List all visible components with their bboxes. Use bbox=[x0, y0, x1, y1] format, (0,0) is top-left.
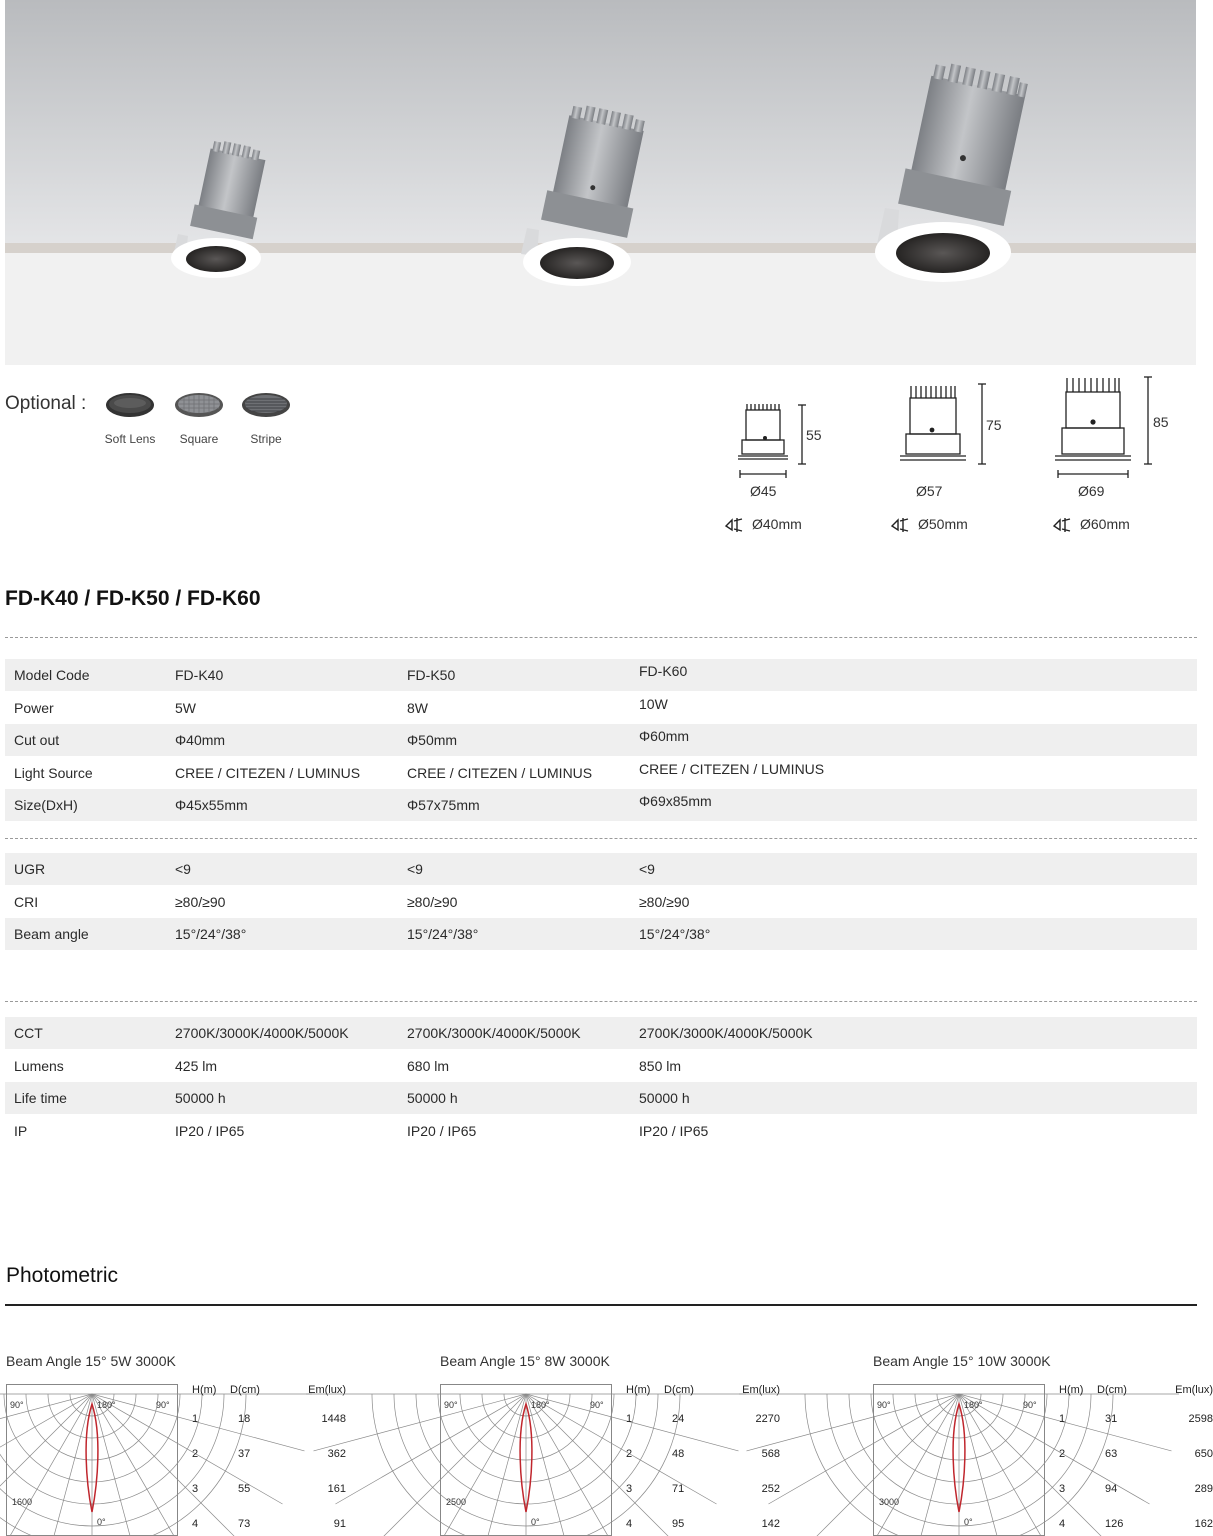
spec-row-model-code bbox=[5, 659, 1197, 691]
polar-diagram bbox=[873, 1384, 1045, 1536]
soft-lens-icon bbox=[105, 392, 155, 418]
polar-spoke bbox=[959, 1394, 1069, 1536]
lens-label-square: Square bbox=[179, 432, 219, 446]
cell-d: 37 bbox=[238, 1448, 251, 1460]
polar-spoke bbox=[370, 1394, 526, 1536]
spec-row-cct bbox=[5, 1017, 1197, 1049]
polar-label-bottom: 0° bbox=[531, 1517, 540, 1527]
spec-value-k50: ≥80/≥90 bbox=[407, 894, 458, 910]
cell-h: 2 bbox=[1059, 1448, 1066, 1460]
lens-label-soft: Soft Lens bbox=[104, 432, 156, 446]
photometric-row bbox=[192, 1518, 346, 1532]
cutout-icon bbox=[1052, 517, 1074, 533]
polar-spoke bbox=[92, 1394, 149, 1536]
cell-em: 2270 bbox=[755, 1413, 780, 1425]
cell-d: 48 bbox=[672, 1448, 685, 1460]
spec-value-k40: Φ40mm bbox=[175, 732, 226, 748]
polar-scale-label: 2500 bbox=[446, 1497, 467, 1507]
cell-d: 73 bbox=[238, 1518, 251, 1530]
polar-spoke bbox=[526, 1394, 583, 1536]
spec-value-k50: <9 bbox=[407, 861, 423, 877]
cutout-medium bbox=[890, 516, 968, 533]
header-em: Em(lux) bbox=[308, 1384, 346, 1396]
spec-value-k50: FD-K50 bbox=[407, 667, 456, 683]
photometric-row bbox=[1059, 1483, 1213, 1497]
photometric-row bbox=[1059, 1413, 1213, 1427]
dimension-drawings bbox=[700, 370, 1190, 540]
spec-row-power bbox=[5, 692, 1197, 724]
cell-d: 55 bbox=[238, 1483, 251, 1495]
spec-value-k50: IP20 / IP65 bbox=[407, 1123, 477, 1139]
polar-spoke bbox=[469, 1394, 526, 1536]
spec-row-lumens bbox=[5, 1050, 1197, 1082]
header-h: H(m) bbox=[192, 1384, 217, 1396]
polar-label-bottom: 0° bbox=[964, 1517, 973, 1527]
polar-spoke bbox=[768, 1394, 959, 1504]
polar-spoke bbox=[526, 1394, 636, 1536]
polar-spoke bbox=[416, 1394, 526, 1536]
spec-value-k60: 15°/24°/38° bbox=[639, 926, 711, 942]
cutout-icon bbox=[890, 517, 912, 533]
dimension-height-small: 55 bbox=[806, 427, 822, 443]
polar-label-right: 90° bbox=[1023, 1400, 1037, 1410]
spec-value-k60: Φ69x85mm bbox=[639, 793, 712, 809]
cutout-icon bbox=[724, 517, 746, 533]
cell-em: 1448 bbox=[321, 1413, 346, 1425]
spec-value-k60: 850 lm bbox=[639, 1058, 682, 1074]
photometric-row bbox=[192, 1413, 346, 1427]
photometric-row bbox=[626, 1483, 780, 1497]
optional-title: Optional : bbox=[5, 393, 87, 414]
header-d: D(cm) bbox=[230, 1384, 260, 1396]
cutout-value-large: Ø60mm bbox=[1080, 516, 1130, 532]
photometric-table-header bbox=[192, 1384, 346, 1398]
spec-label: CRI bbox=[14, 894, 39, 910]
spec-label: Lumens bbox=[14, 1058, 64, 1074]
polar-spoke bbox=[849, 1394, 959, 1536]
spec-value-k40: ≥80/≥90 bbox=[175, 894, 226, 910]
cell-d: 24 bbox=[672, 1413, 685, 1425]
spec-value-k60: ≥80/≥90 bbox=[639, 894, 690, 910]
polar-spoke bbox=[335, 1394, 526, 1504]
spec-value-k40: CREE / CITEZEN / LUMINUS bbox=[175, 765, 361, 781]
dimension-drawing-large bbox=[1055, 377, 1152, 478]
spec-value-k50: 50000 h bbox=[407, 1090, 458, 1106]
photometric-row bbox=[626, 1518, 780, 1532]
spec-value-k40: 50000 h bbox=[175, 1090, 226, 1106]
cutout-value-small: Ø40mm bbox=[752, 516, 802, 532]
cell-h: 1 bbox=[192, 1413, 199, 1425]
cutout-small bbox=[724, 516, 802, 533]
spec-value-k60: 2700K/3000K/4000K/5000K bbox=[639, 1025, 813, 1041]
cell-em: 91 bbox=[333, 1518, 346, 1530]
dimension-diameter-large: Ø69 bbox=[1078, 483, 1105, 499]
photometric-block-10w bbox=[873, 1350, 1213, 1536]
spec-value-k50: 2700K/3000K/4000K/5000K bbox=[407, 1025, 581, 1041]
polar-label-top: 180° bbox=[97, 1400, 116, 1410]
cell-h: 1 bbox=[1059, 1413, 1066, 1425]
polar-spoke bbox=[803, 1394, 959, 1536]
photometric-heading: Beam Angle 15° 10W 3000K bbox=[873, 1353, 1051, 1369]
cell-h: 3 bbox=[192, 1483, 199, 1495]
photometric-rule bbox=[5, 1304, 1197, 1306]
polar-spoke bbox=[92, 1394, 202, 1536]
spec-value-k40: 15°/24°/38° bbox=[175, 926, 247, 942]
spec-label: CCT bbox=[14, 1025, 43, 1041]
cutout-value-medium: Ø50mm bbox=[918, 516, 968, 532]
cell-d: 71 bbox=[672, 1483, 685, 1495]
spec-row-cut-out bbox=[5, 724, 1197, 756]
spec-value-k40: <9 bbox=[175, 861, 191, 877]
cell-em: 252 bbox=[761, 1483, 780, 1495]
polar-label-right: 90° bbox=[156, 1400, 170, 1410]
cell-h: 3 bbox=[626, 1483, 633, 1495]
lens-option-stripe bbox=[239, 392, 293, 446]
photometric-heading: Beam Angle 15° 5W 3000K bbox=[6, 1353, 176, 1369]
photometric-table-header bbox=[1059, 1384, 1213, 1398]
spec-label: Size(DxH) bbox=[14, 797, 78, 813]
cell-h: 1 bbox=[626, 1413, 633, 1425]
spec-row-ugr bbox=[5, 853, 1197, 885]
cell-em: 289 bbox=[1194, 1483, 1213, 1495]
polar-label-left: 90° bbox=[877, 1400, 891, 1410]
cell-h: 3 bbox=[1059, 1483, 1066, 1495]
cell-em: 162 bbox=[1194, 1518, 1213, 1530]
spec-value-k50: Φ57x75mm bbox=[407, 797, 480, 813]
spec-value-k50: CREE / CITEZEN / LUMINUS bbox=[407, 765, 593, 781]
cell-h: 4 bbox=[626, 1518, 633, 1530]
spec-label: Model Code bbox=[14, 667, 90, 683]
photometric-row bbox=[192, 1448, 346, 1462]
cell-d: 94 bbox=[1105, 1483, 1118, 1495]
header-h: H(m) bbox=[1059, 1384, 1084, 1396]
cell-d: 126 bbox=[1105, 1518, 1124, 1530]
polar-diagram bbox=[440, 1384, 612, 1536]
spec-value-k50: 680 lm bbox=[407, 1058, 450, 1074]
polar-label-top: 180° bbox=[964, 1400, 983, 1410]
divider bbox=[5, 637, 1197, 638]
cell-d: 18 bbox=[238, 1413, 251, 1425]
polar-scale-label: 3000 bbox=[879, 1497, 900, 1507]
cell-em: 142 bbox=[761, 1518, 780, 1530]
spec-row-beam-angle bbox=[5, 918, 1197, 950]
cell-em: 568 bbox=[761, 1448, 780, 1460]
spec-value-k50: 8W bbox=[407, 700, 428, 716]
dimension-drawing-medium bbox=[900, 384, 986, 464]
spec-row-cri bbox=[5, 886, 1197, 918]
photometric-row bbox=[626, 1413, 780, 1427]
polar-label-left: 90° bbox=[444, 1400, 458, 1410]
polar-label-bottom: 0° bbox=[97, 1517, 106, 1527]
spec-value-k40: Φ45x55mm bbox=[175, 797, 248, 813]
divider bbox=[5, 1001, 1197, 1002]
polar-scale-label: 1600 bbox=[12, 1497, 33, 1507]
dimension-diameter-medium: Ø57 bbox=[916, 483, 943, 499]
cell-em: 362 bbox=[327, 1448, 346, 1460]
photometric-row bbox=[192, 1483, 346, 1497]
photometric-heading: Beam Angle 15° 8W 3000K bbox=[440, 1353, 610, 1369]
spec-value-k60: IP20 / IP65 bbox=[639, 1123, 709, 1139]
spec-label: UGR bbox=[14, 861, 46, 877]
photometric-row bbox=[1059, 1518, 1213, 1532]
cell-h: 2 bbox=[626, 1448, 633, 1460]
spec-value-k60: Φ60mm bbox=[639, 728, 690, 744]
header-d: D(cm) bbox=[1097, 1384, 1127, 1396]
spec-value-k40: 5W bbox=[175, 700, 196, 716]
dimension-diameter-small: Ø45 bbox=[750, 483, 777, 499]
spec-label: Light Source bbox=[14, 765, 93, 781]
polar-spoke bbox=[35, 1394, 92, 1536]
polar-spoke bbox=[0, 1394, 92, 1504]
spec-label: Power bbox=[14, 700, 54, 716]
cutout-large bbox=[1052, 516, 1130, 533]
spec-value-k60: 10W bbox=[639, 696, 668, 712]
header-d: D(cm) bbox=[664, 1384, 694, 1396]
cell-h: 4 bbox=[192, 1518, 199, 1530]
cell-em: 650 bbox=[1194, 1448, 1213, 1460]
lens-option-soft bbox=[103, 392, 157, 446]
spec-row-life-time bbox=[5, 1082, 1197, 1114]
spec-row-size bbox=[5, 789, 1197, 821]
spec-value-k60: FD-K60 bbox=[639, 663, 688, 679]
polar-label-left: 90° bbox=[10, 1400, 24, 1410]
photometric-row bbox=[626, 1448, 780, 1462]
polar-diagram bbox=[6, 1384, 178, 1536]
spec-value-k50: Φ50mm bbox=[407, 732, 458, 748]
dimension-height-large: 85 bbox=[1153, 414, 1169, 430]
photometric-row bbox=[1059, 1448, 1213, 1462]
spec-value-k40: 425 lm bbox=[175, 1058, 218, 1074]
spec-value-k40: 2700K/3000K/4000K/5000K bbox=[175, 1025, 349, 1041]
product-hero-image bbox=[5, 0, 1196, 365]
spec-value-k60: 50000 h bbox=[639, 1090, 690, 1106]
polar-spoke bbox=[902, 1394, 959, 1536]
spec-value-k40: FD-K40 bbox=[175, 667, 224, 683]
spec-value-k40: IP20 / IP65 bbox=[175, 1123, 245, 1139]
spec-value-k50: 15°/24°/38° bbox=[407, 926, 479, 942]
spec-row-ip bbox=[5, 1115, 1197, 1147]
cell-em: 2598 bbox=[1188, 1413, 1213, 1425]
spec-label: IP bbox=[14, 1123, 28, 1139]
spec-label: Life time bbox=[14, 1090, 67, 1106]
cell-d: 31 bbox=[1105, 1413, 1118, 1425]
spec-label: Cut out bbox=[14, 732, 60, 748]
header-h: H(m) bbox=[626, 1384, 651, 1396]
cell-d: 63 bbox=[1105, 1448, 1118, 1460]
lens-option-square bbox=[172, 392, 226, 446]
spec-row-light-source bbox=[5, 757, 1197, 789]
product-title: FD-K40 / FD-K50 / FD-K60 bbox=[5, 587, 261, 610]
spec-value-k60: <9 bbox=[639, 861, 655, 877]
header-em: Em(lux) bbox=[742, 1384, 780, 1396]
spec-value-k60: CREE / CITEZEN / LUMINUS bbox=[639, 761, 825, 777]
cell-h: 2 bbox=[192, 1448, 199, 1460]
cell-em: 161 bbox=[327, 1483, 346, 1495]
polar-label-top: 180° bbox=[531, 1400, 550, 1410]
photometric-table-header bbox=[626, 1384, 780, 1398]
polar-label-right: 90° bbox=[590, 1400, 604, 1410]
header-em: Em(lux) bbox=[1175, 1384, 1213, 1396]
divider bbox=[5, 838, 1197, 839]
cell-d: 95 bbox=[672, 1518, 685, 1530]
spec-label: Beam angle bbox=[14, 926, 89, 942]
square-lens-icon bbox=[174, 392, 224, 418]
dimension-height-medium: 75 bbox=[986, 417, 1002, 433]
photometric-block-5w bbox=[6, 1350, 346, 1536]
polar-spoke bbox=[959, 1394, 1016, 1536]
photometric-block-8w bbox=[440, 1350, 780, 1536]
dimension-drawing-small bbox=[738, 404, 806, 478]
stripe-lens-icon bbox=[241, 392, 291, 418]
photometric-title: Photometric bbox=[6, 1264, 119, 1287]
lens-label-stripe: Stripe bbox=[250, 432, 282, 446]
cell-h: 4 bbox=[1059, 1518, 1066, 1530]
